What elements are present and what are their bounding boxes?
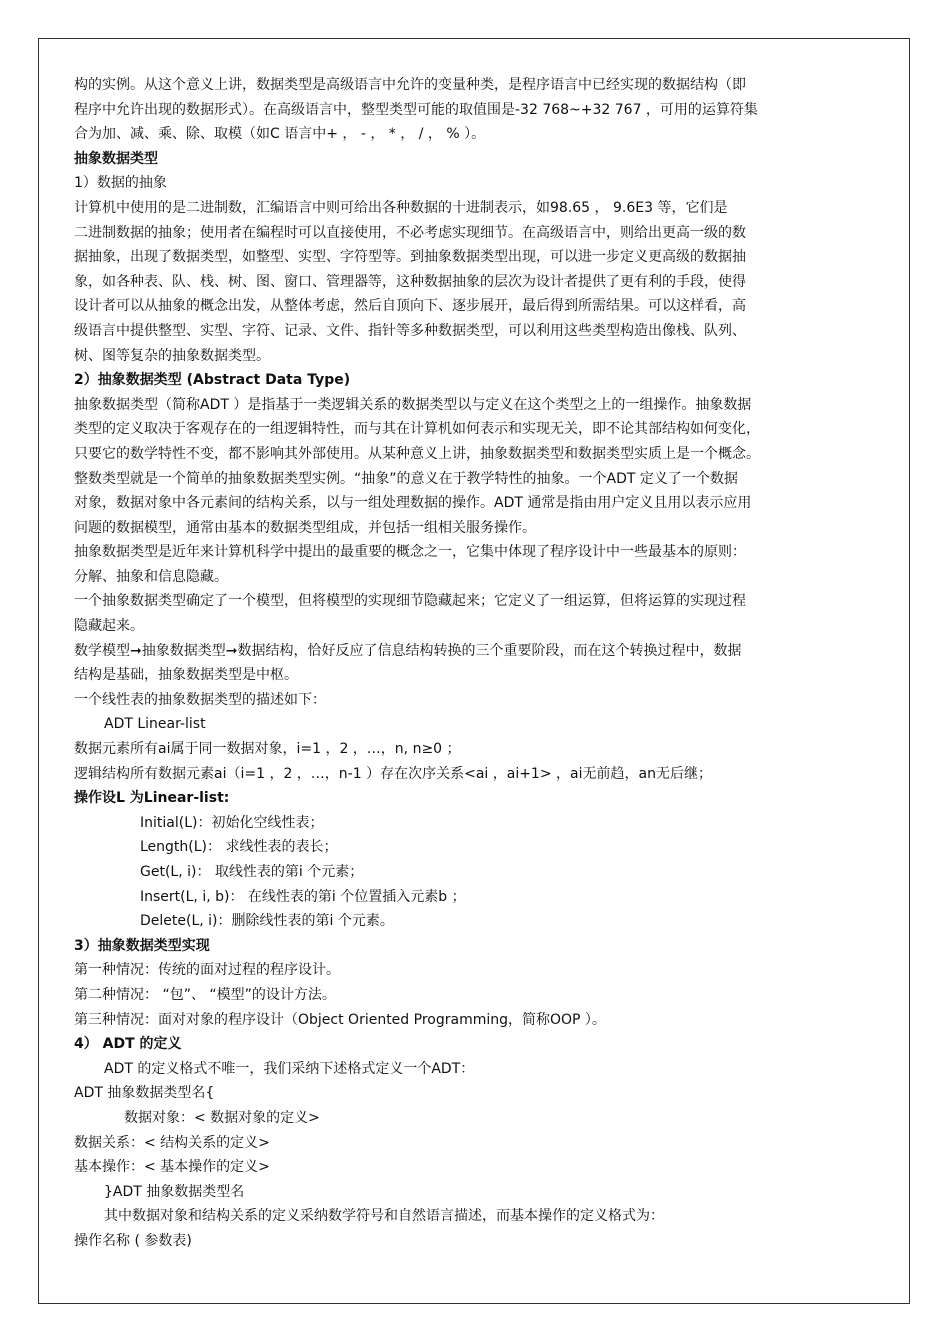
text-line: 一个线性表的抽象数据类型的描述如下：: [74, 691, 326, 708]
text-line: ADT 的定义格式不唯一，我们采纳下述格式定义一个ADT：: [104, 1060, 475, 1077]
text-line: 类型的定义取决于客观存在的一组逻辑特性，而与其在计算机如何表示和实现无关，即不论其部结构如何变化，: [74, 421, 760, 438]
text-line: 整数类型就是一个简单的抽象数据类型实例。“抽象”的意义在于教学特性的抽象。一个ADT 定义了一个数据: [74, 470, 738, 487]
text-line: 一个抽象数据类型确定了一个模型，但将模型的实现细节隐藏起来；它定义了一组运算，但将运算的实现过程: [74, 593, 746, 610]
subsection-heading: 1）数据的抽象: [74, 175, 167, 192]
section-heading: 抽象数据类型: [74, 150, 158, 167]
subsection-heading: 4） ADT 的定义: [74, 1036, 182, 1053]
code-line: 基本操作：< 基本操作的定义>: [74, 1159, 270, 1176]
text-line: 结构是基础，抽象数据类型是中枢。: [74, 667, 298, 684]
text-line: 分解、抽象和信息隐藏。: [74, 568, 228, 585]
operation-item: Insert(L, i, b)： 在线性表的第i 个位置插入元素b ；: [140, 888, 466, 905]
text-line: 隐藏起来。: [74, 618, 144, 635]
text-line: 树、图等复杂的抽象数据类型。: [74, 347, 270, 364]
operation-item: Get(L, i)： 取线性表的第i 个元素；: [140, 864, 364, 880]
text-line: 计算机中使用的是二进制数，汇编语言中则可给出各种数据的十进制表示，如98.65 ， 9.6E3 等，它们是: [74, 199, 728, 216]
text-line: 程序中允许出现的数据形式）。在高级语言中，整型类型可能的取值围是-32 768~+32 767 ，可用的运算符集: [74, 101, 758, 118]
text-line: 象，如各种表、队、栈、树、图、窗口、管理器等，这种数据抽象的层次为设计者提供了更有利的手段，使得: [74, 273, 746, 290]
text-line: 数据元素所有ai属于同一数据对象，i=1 ，2 ，…，n, n≥0 ；: [74, 741, 461, 758]
code-line: }ADT 抽象数据类型名: [104, 1183, 245, 1200]
subsection-heading: 3）抽象数据类型实现: [74, 937, 210, 954]
text-line: 只要它的数学特性不变，都不影响其外部使用。从某种意义上讲，抽象数据类型和数据类型实质上是一个概念。: [74, 445, 760, 462]
code-line: 操作名称 ( 参数表): [74, 1232, 192, 1249]
operations-heading: 操作设L 为Linear-list:: [74, 790, 230, 807]
text-line: 二进制数据的抽象；使用者在编程时可以直接使用，不必考虑实现细节。在高级语言中，则给出更高一级的数: [74, 224, 746, 241]
subsection-heading: 2）抽象数据类型 (Abstract Data Type): [74, 372, 351, 389]
operation-item: Length(L)： 求线性表的表长；: [140, 839, 338, 856]
operation-item: Delete(L, i)：删除线性表的第i 个元素。: [140, 913, 394, 930]
code-line: 数据对象：< 数据对象的定义>: [124, 1109, 320, 1126]
text-line: 抽象数据类型（简称ADT ）是指基于一类逻辑关系的数据类型以与定义在这个类型之上的一组操作。抽象数据: [74, 396, 752, 413]
operation-item: Initial(L)：初始化空线性表；: [140, 814, 324, 831]
adt-header-line: ADT Linear-list: [104, 716, 206, 733]
text-line: 逻辑结构所有数据元素ai（i=1 ，2 ，…，n-1 ）存在次序关系<ai ，ai+1> ，ai无前趋，an无后继；: [74, 765, 712, 782]
document-body: [74, 73, 886, 1254]
text-line: 问题的数据模型，通常由基本的数据类型组成，并包括一组相关服务操作。: [74, 519, 536, 536]
text-line: 构的实例。从这个意义上讲，数据类型是高级语言中允许的变量种类，是程序语言中已经实现的数据结构（即: [74, 77, 746, 93]
text-line: 第二种情况： “包”、 “模型”的设计方法。: [74, 986, 336, 1003]
text-line: 第一种情况：传统的面对过程的程序设计。: [74, 962, 340, 979]
text-line: 级语言中提供整型、实型、字符、记录、文件、指针等多种数据类型，可以利用这些类型构造出像栈、队列、: [74, 322, 746, 339]
text-line: 设计者可以从抽象的概念出发，从整体考虑，然后自顶向下、逐步展开，最后得到所需结果。可以这样看，高: [74, 298, 746, 315]
text-line: 第三种情况：面对对象的程序设计（Object Oriented Programming，简称OOP ）。: [74, 1011, 606, 1028]
code-line: ADT 抽象数据类型名{: [74, 1085, 215, 1102]
code-line: 数据关系：< 结构关系的定义>: [74, 1134, 270, 1151]
text-line: 合为加、减、乘、除、取模（如C 语言中+ ， - ， * ， / ， % ）。: [74, 126, 486, 143]
text-line: 据抽象，出现了数据类型，如整型、实型、字符型等。到抽象数据类型出现，可以进一步定义更高级的数据抽: [74, 249, 746, 266]
text-line: 抽象数据类型是近年来计算机科学中提出的最重要的概念之一，它集中体现了程序设计中一些最基本的原则：: [74, 544, 746, 561]
text-line: 其中数据对象和结构关系的定义采纳数学符号和自然语言描述，而基本操作的定义格式为：: [104, 1208, 664, 1225]
text-line: 数学模型➞抽象数据类型➞数据结构，恰好反应了信息结构转换的三个重要阶段，而在这个转换过程中，数据: [74, 642, 742, 659]
text-line: 对象，数据对象中各元素间的结构关系，以与一组处理数据的操作。ADT 通常是指由用户定义且用以表示应用: [74, 495, 752, 512]
